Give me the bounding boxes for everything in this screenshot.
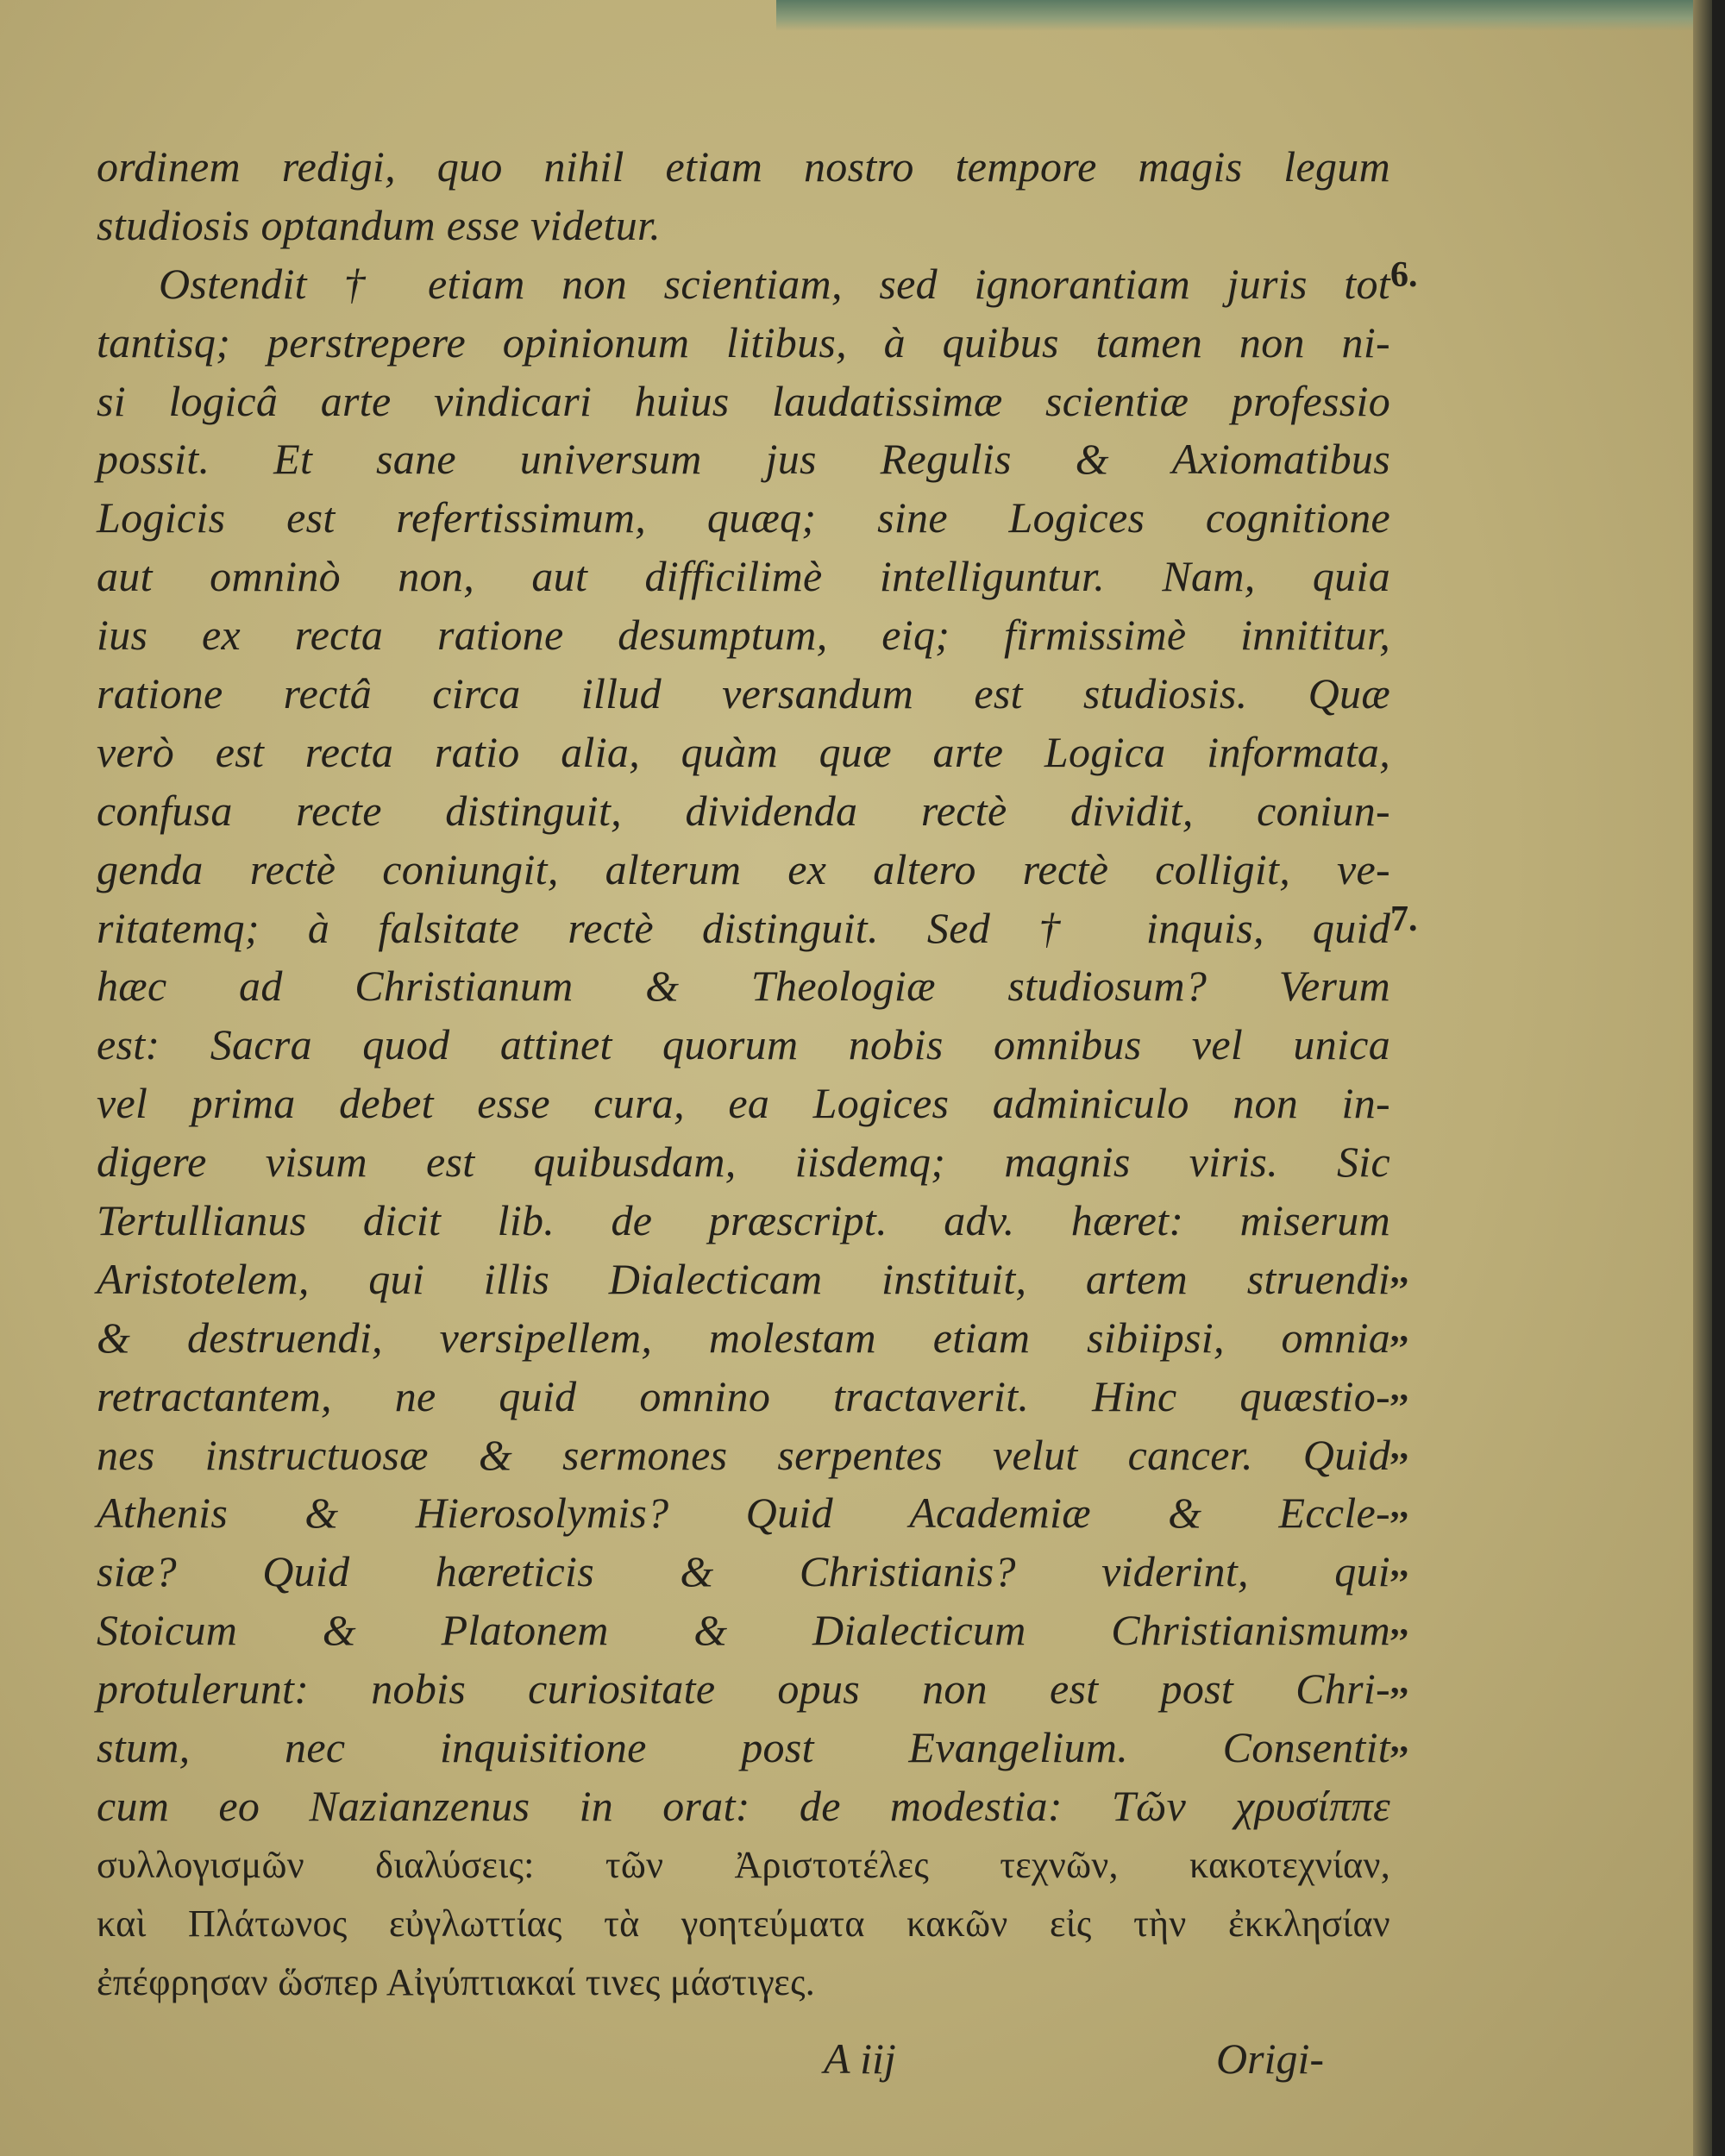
catchword: Origi-: [1216, 2034, 1324, 2083]
text-line: Tertullianus dicit lib. de præscript. adv. hæret: miserum: [97, 1196, 1390, 1245]
quotation-mark: ,,: [1390, 1310, 1408, 1350]
text-line: hæc ad Christianum & Theologiæ studiosum? Verum: [97, 962, 1390, 1011]
greek-text-line: καὶ Πλάτωνος εὐγλωττίας τὰ γοητεύματα κακῶν εἰς τὴν ἐκκλησίαν: [97, 1902, 1390, 1945]
text-line: & destruendi, versipellem, molestam etiam sibiipsi, omnia: [97, 1313, 1390, 1362]
text-line: Athenis & Hierosolymis? Quid Academiæ & Eccle-: [97, 1489, 1390, 1538]
text-line: tantisq; perstrepere opinionum litibus, à quibus tamen non ni-: [97, 317, 1390, 367]
text-line: siæ? Quid hæreticis & Christianis? viderint, qui: [97, 1547, 1390, 1596]
text-line: digere visum est quibusdam, iisdemq; magnis viris. Sic: [97, 1138, 1390, 1187]
quotation-mark: ,,: [1390, 1486, 1408, 1526]
text-line: verò est recta ratio alia, quàm quæ arte Logica informata,: [97, 727, 1390, 776]
greek-text-line: ἐπέφρησαν ὥσπερ Αἰγύπτιακαί τινες μάστιγες.: [97, 1960, 816, 2003]
quotation-mark: ,,: [1390, 1251, 1408, 1291]
text-line: protulerunt: nobis curiositate opus non est post Chri-: [97, 1664, 1390, 1714]
text-line: retractantem, ne quid omnino tractaverit. Hinc quæstio-: [97, 1371, 1390, 1420]
text-line: Ostendit † etiam non scientiam, sed ignorantiam juris tot: [159, 259, 1390, 308]
quotation-mark: ,,: [1390, 1427, 1408, 1467]
body-text: [97, 138, 1390, 2012]
text-line: confusa recte distinguit, dividenda rectè dividit, coniun-: [97, 786, 1390, 835]
text-line: aut omninò non, aut difficilimè intelliguntur. Nam, quia: [97, 552, 1390, 601]
text-line: si logicâ arte vindicari huius laudatissimæ scientiæ professio: [97, 376, 1390, 425]
quotation-mark: ,,: [1390, 1720, 1408, 1760]
text-line: genda rectè coniungit, alterum ex altero rectè colligit, ve-: [97, 844, 1390, 893]
text-line: est: Sacra quod attinet quorum nobis omnibus vel unica: [97, 1020, 1390, 1069]
text-line: ordinem redigi, quo nihil etiam nostro tempore magis legum: [97, 142, 1390, 191]
text-line: Stoicum & Platonem & Dialecticum Christianismum: [97, 1606, 1390, 1655]
text-line: vel prima debet esse cura, ea Logices adminiculo non in-: [97, 1079, 1390, 1128]
text-line: Logicis est refertissimum, quæq; sine Logices cognitione: [97, 493, 1390, 542]
text-line: studiosis optandum esse videtur.: [97, 200, 662, 249]
text-line: nes instructuosæ & sermones serpentes velut cancer. Quid: [97, 1430, 1390, 1479]
quotation-mark: ,,: [1390, 1662, 1408, 1702]
text-line: cum eo Nazianzenus in orat: de modestia: Τῶν χρυσίππε: [97, 1781, 1390, 1830]
text-line: ius ex recta ratione desumptum, eiq; firmissimè innititur,: [97, 611, 1390, 660]
text-line: stum, nec inquisitione post Evangelium. Consentit: [97, 1723, 1390, 1772]
text-line: possit. Et sane universum jus Regulis & Axiomatibus: [97, 435, 1390, 484]
quotation-mark: ,,: [1390, 1545, 1408, 1584]
text-line: ratione rectâ circa illud versandum est studiosis. Quæ: [97, 669, 1390, 718]
margin-note-number: 7.: [1390, 899, 1418, 939]
margin-note-number: 6.: [1390, 255, 1418, 295]
page-edge-shadow: [1693, 0, 1712, 2156]
text-line: Aristotelem, qui illis Dialecticam instituit, artem struendi: [97, 1254, 1390, 1303]
quotation-mark: ,,: [1390, 1603, 1408, 1643]
water-stain: [776, 0, 1712, 31]
text-line: ritatemq; à falsitate rectè distinguit. Sed † inquis, quid: [97, 903, 1390, 952]
quotation-mark: ,,: [1390, 1369, 1408, 1408]
greek-text-line: συλλογισμῶν διαλύσεις: τῶν Ἀριστοτέλες τεχνῶν, κακοτεχνίαν,: [97, 1843, 1390, 1886]
signature-mark: A iij: [824, 2034, 896, 2083]
